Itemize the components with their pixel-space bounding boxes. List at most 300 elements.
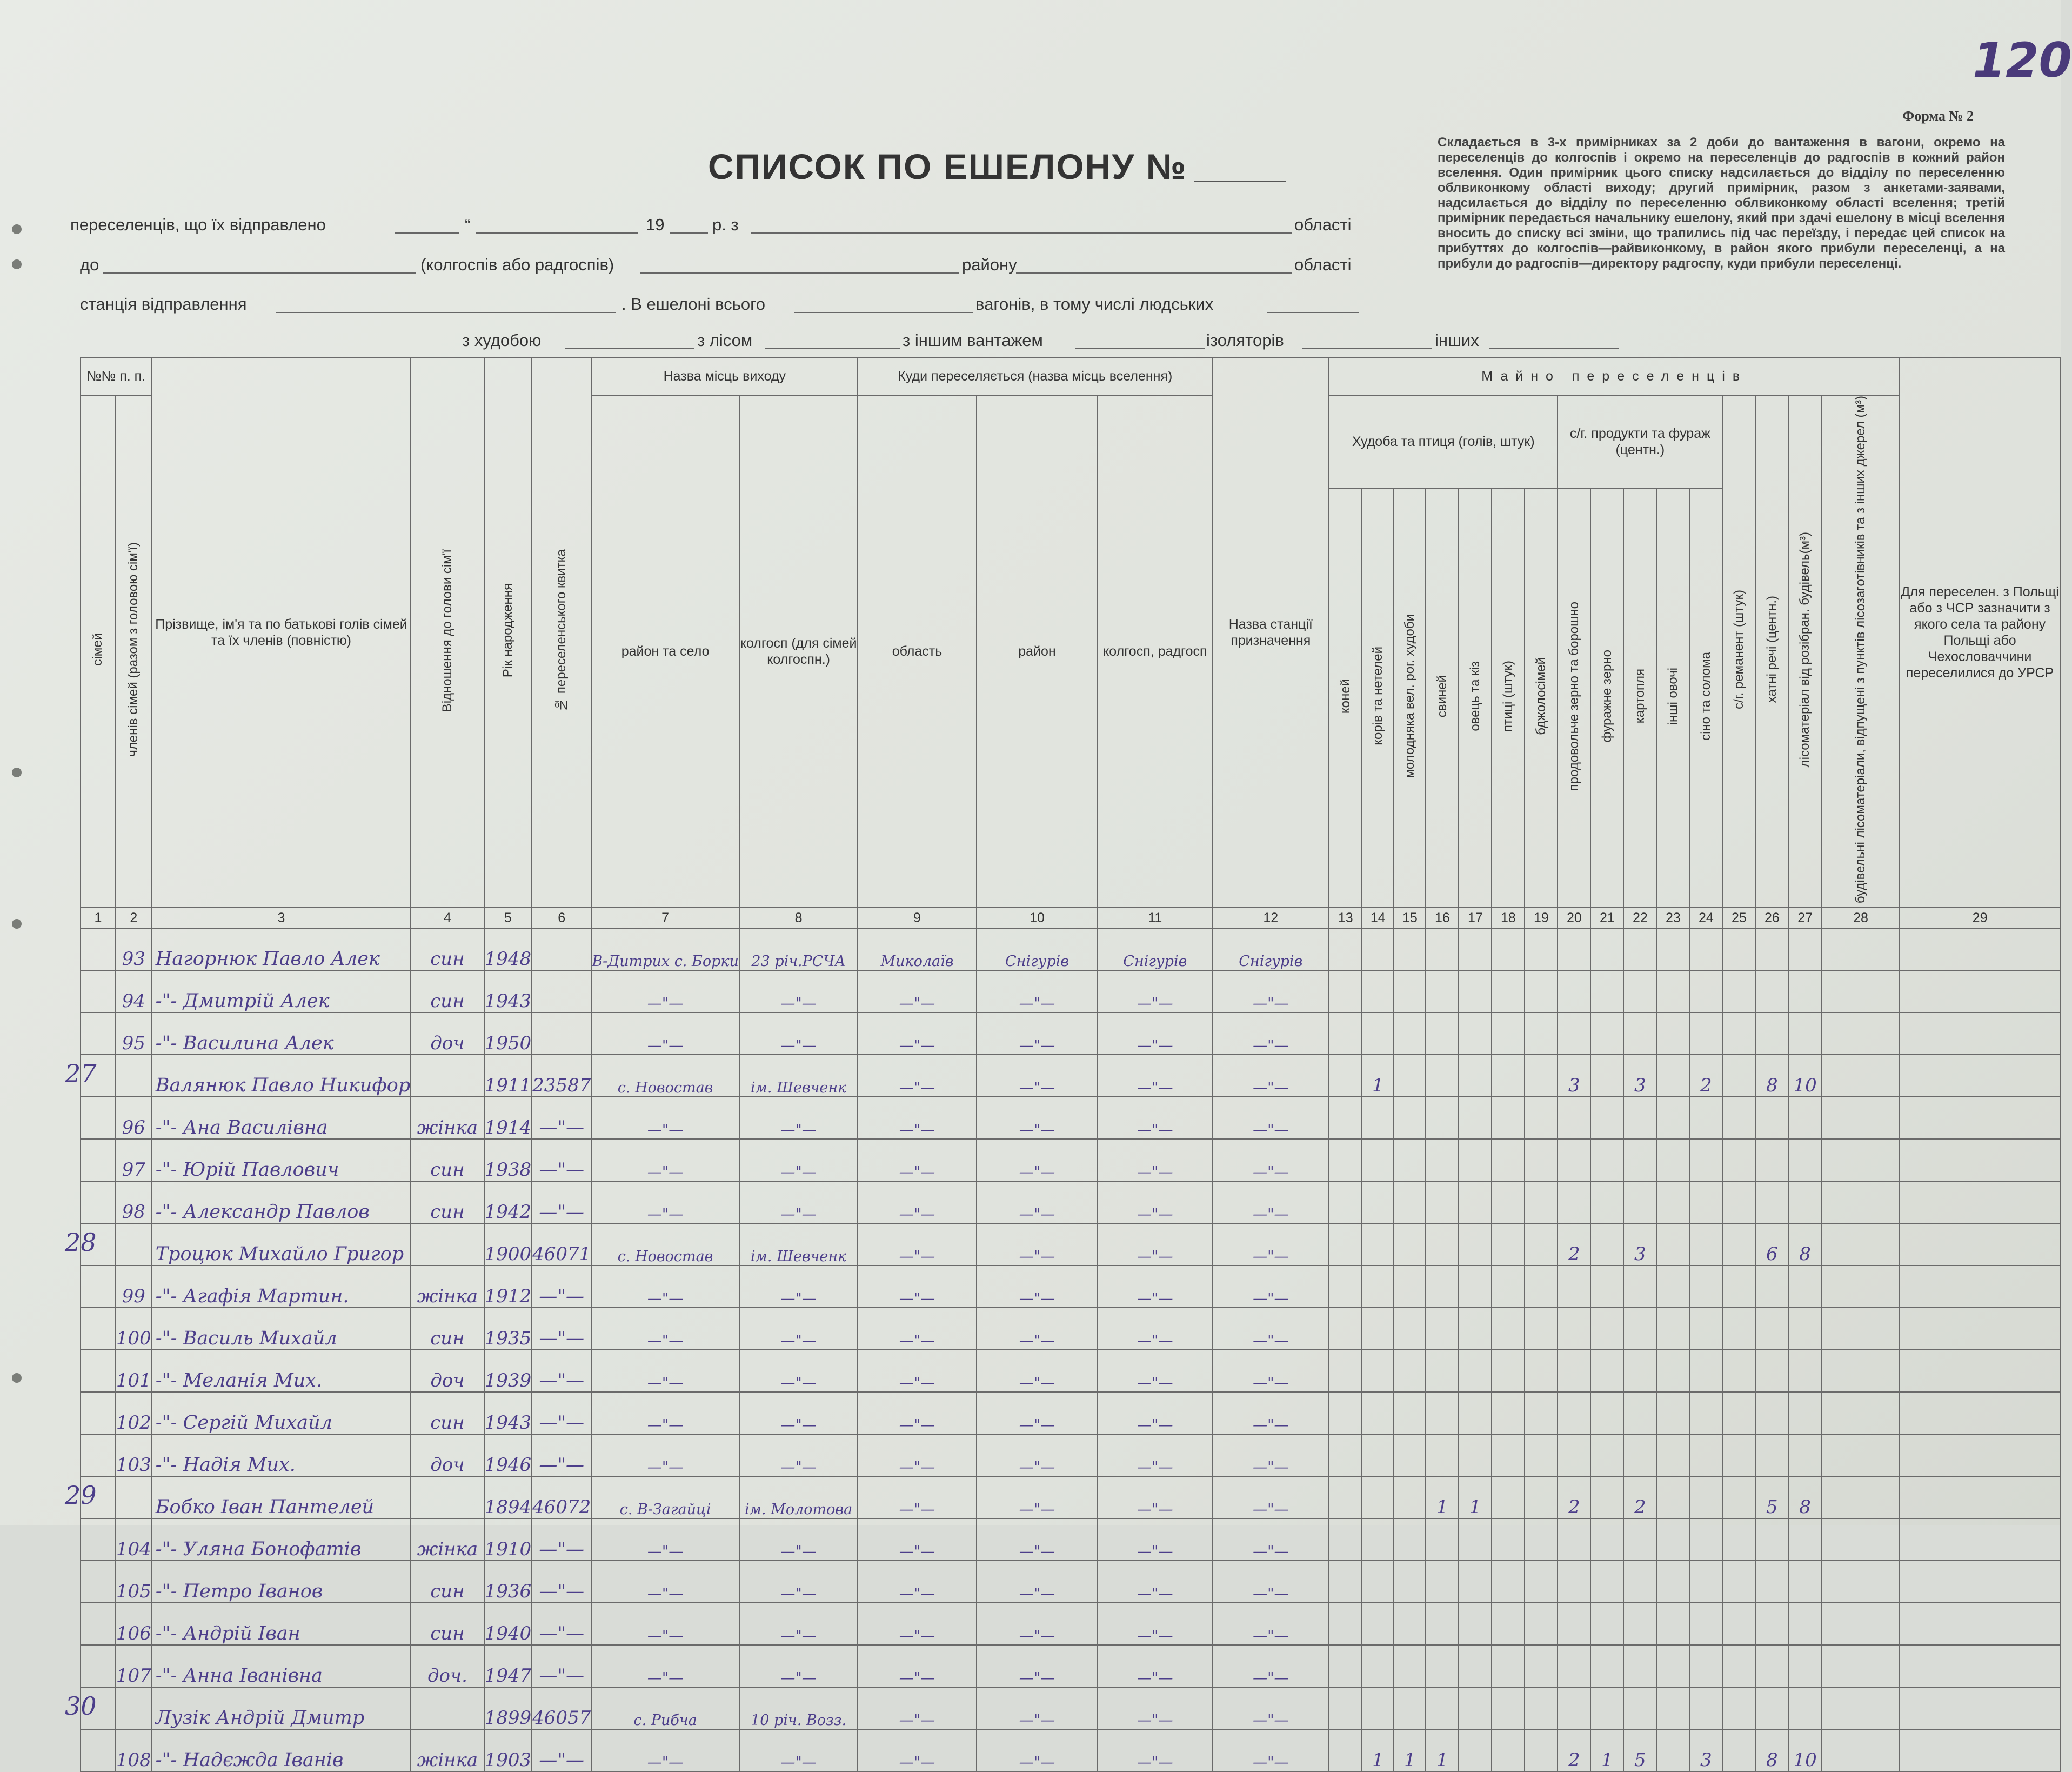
- cell-col-29: [1900, 1392, 2060, 1434]
- cell-col-27: [1788, 1139, 1821, 1181]
- table-row: [81, 1518, 2060, 1561]
- cell-col-19: [1525, 1434, 1558, 1476]
- cell-col-7: —"—: [591, 1097, 739, 1139]
- cell-col-1: [81, 1012, 116, 1055]
- cell-col-2: 106: [116, 1603, 152, 1645]
- cell-col-4: [411, 1687, 484, 1729]
- cell-col-24: [1689, 1392, 1722, 1434]
- cell-col-4: син: [411, 928, 484, 970]
- cell-col-9: —"—: [858, 1097, 976, 1139]
- cell-col-3: -"- Дмитрій Алек: [152, 970, 411, 1012]
- cell-col-11: Снігурів: [1098, 928, 1212, 970]
- cell-col-14: [1362, 1687, 1394, 1729]
- cell-col-8: 23 річ.РСЧА: [739, 928, 858, 970]
- cell-col-14: [1362, 1265, 1394, 1308]
- cell-col-10: —"—: [977, 1561, 1098, 1603]
- cell-col-12: —"—: [1212, 1308, 1329, 1350]
- cell-col-3: -"- Сергій Михайл: [152, 1392, 411, 1434]
- cell-col-7: —"—: [591, 1139, 739, 1181]
- col-header-potatoes: картопля: [1632, 669, 1647, 724]
- cell-col-19: [1525, 1139, 1558, 1181]
- col-header-products: с/г. продукти та фураж (центн.): [1558, 395, 1722, 489]
- cell-col-4: доч.: [411, 1645, 484, 1687]
- cell-col-20: [1558, 1097, 1590, 1139]
- cell-col-10: —"—: [977, 1729, 1098, 1771]
- col-number: 22: [1623, 908, 1656, 928]
- cell-col-17: [1459, 1350, 1492, 1392]
- cell-col-15: [1394, 1518, 1426, 1561]
- cell-col-3: -"- Юрій Павлович: [152, 1139, 411, 1181]
- cell-col-17: [1459, 1055, 1492, 1097]
- cell-col-13: [1329, 1476, 1362, 1518]
- col-header-raion-selo: район та село: [591, 395, 739, 908]
- family-number: 30: [65, 1691, 97, 1721]
- cell-col-2: 94: [116, 970, 152, 1012]
- cell-col-24: [1689, 1139, 1722, 1181]
- cell-col-27: [1788, 1645, 1821, 1687]
- cell-col-15: [1394, 1139, 1426, 1181]
- col-number: 29: [1900, 908, 2060, 928]
- cell-col-23: [1656, 1434, 1689, 1476]
- cell-col-5: 1939: [484, 1350, 532, 1392]
- cell-col-14: [1362, 1012, 1394, 1055]
- cell-col-11: —"—: [1098, 1434, 1212, 1476]
- cell-col-20: [1558, 1308, 1590, 1350]
- cell-col-27: [1788, 1518, 1821, 1561]
- punch-hole: [12, 224, 22, 234]
- cell-col-7: —"—: [591, 1012, 739, 1055]
- col-header-young-cattle: молодняка вел. рог. худоби: [1402, 614, 1417, 778]
- cell-col-26: [1755, 1561, 1788, 1603]
- cell-col-21: [1590, 1434, 1623, 1476]
- cell-col-17: 1: [1459, 1476, 1492, 1518]
- col-header-families: сімей: [90, 633, 105, 666]
- cell-col-14: [1362, 1181, 1394, 1223]
- cell-col-7: —"—: [591, 1181, 739, 1223]
- cell-col-28: [1822, 1603, 1900, 1645]
- cell-col-7: с. В-Загайці: [591, 1476, 739, 1518]
- cell-col-6: —"—: [532, 1518, 591, 1561]
- cell-col-4: син: [411, 1181, 484, 1223]
- col-number: 11: [1098, 908, 1212, 928]
- col-number: 3: [152, 908, 411, 928]
- cell-col-20: [1558, 1687, 1590, 1729]
- cell-col-22: 2: [1623, 1476, 1656, 1518]
- cell-col-12: —"—: [1212, 1434, 1329, 1476]
- cell-col-7: —"—: [591, 1265, 739, 1308]
- cell-col-3: -"- Ана Василівна: [152, 1097, 411, 1139]
- cell-col-8: —"—: [739, 1603, 858, 1645]
- family-number: 29: [65, 1481, 97, 1510]
- table-row: [81, 1350, 2060, 1392]
- cell-col-4: [411, 1223, 484, 1265]
- cell-col-27: [1788, 1561, 1821, 1603]
- cell-col-21: [1590, 1097, 1623, 1139]
- instructions-note: Складається в 3-х примірниках за 2 доби до вантаження в вагони, окремо на переселенців до колгоспів і окремо на переселенців до радгоспів в кожний район вселення. Один примірник цього списку надсилається до відділу по переселенню облвиконкому області виходу; другий примірник, разом з анкетами-заявами, надсилається до відділу по переселенню облвиконкому області вселення; третій примірник передається начальнику ешелону, який при здачі ешелону в місці вселення вносить до списку всі зміни, що трапились під час переїзду, і передає цей список на прибуттях до колгоспів—райвиконкому, в район якого прибули переселенці, а на прибули до радгоспів—директору радгоспу, куди прибули переселенці.: [1438, 135, 2005, 271]
- cell-col-12: —"—: [1212, 1603, 1329, 1645]
- cell-col-4: син: [411, 1603, 484, 1645]
- cell-col-12: —"—: [1212, 1729, 1329, 1771]
- cell-col-14: [1362, 928, 1394, 970]
- family-number: 27: [65, 1059, 97, 1089]
- cell-col-11: —"—: [1098, 1012, 1212, 1055]
- cell-col-17: [1459, 1139, 1492, 1181]
- cell-col-15: [1394, 970, 1426, 1012]
- cell-col-28: [1822, 1434, 1900, 1476]
- cell-col-20: 2: [1558, 1476, 1590, 1518]
- blank: [794, 312, 973, 313]
- cell-col-12: —"—: [1212, 1223, 1329, 1265]
- cell-col-23: [1656, 1012, 1689, 1055]
- cell-col-11: —"—: [1098, 1350, 1212, 1392]
- cell-col-25: [1722, 970, 1755, 1012]
- cell-col-21: [1590, 1223, 1623, 1265]
- cell-col-20: [1558, 928, 1590, 970]
- cell-col-28: [1822, 1265, 1900, 1308]
- cell-col-1: [81, 1729, 116, 1771]
- cell-col-14: [1362, 1645, 1394, 1687]
- cell-col-26: 5: [1755, 1476, 1788, 1518]
- cell-col-3: -"- Петро Іванов: [152, 1561, 411, 1603]
- cell-col-12: —"—: [1212, 1392, 1329, 1434]
- cell-col-24: [1689, 1308, 1722, 1350]
- cell-col-15: [1394, 1603, 1426, 1645]
- cell-col-27: [1788, 1181, 1821, 1223]
- cell-col-12: —"—: [1212, 1097, 1329, 1139]
- cell-col-14: [1362, 970, 1394, 1012]
- cell-col-10: —"—: [977, 1223, 1098, 1265]
- cell-col-24: 2: [1689, 1055, 1722, 1097]
- cell-col-29: [1900, 1308, 2060, 1350]
- cell-col-15: [1394, 1350, 1426, 1392]
- cell-col-15: [1394, 1308, 1426, 1350]
- col-header-bees: бджолосімей: [1533, 657, 1548, 735]
- cell-col-23: [1656, 1518, 1689, 1561]
- cell-col-6: —"—: [532, 1645, 591, 1687]
- cell-col-16: [1426, 1265, 1459, 1308]
- cell-col-2: 105: [116, 1561, 152, 1603]
- col-number: 9: [858, 908, 976, 928]
- col-header-relation: Відношення до голови сім'ї: [439, 549, 454, 712]
- cell-col-10: —"—: [977, 1434, 1098, 1476]
- cell-col-25: [1722, 1012, 1755, 1055]
- cell-col-25: [1722, 1350, 1755, 1392]
- cell-col-8: —"—: [739, 1265, 858, 1308]
- cell-col-22: 3: [1623, 1223, 1656, 1265]
- cell-col-6: —"—: [532, 1434, 591, 1476]
- cell-col-19: [1525, 1476, 1558, 1518]
- col-header-grain: продовольче зерно та борошно: [1566, 601, 1581, 791]
- cell-col-6: 23587: [532, 1055, 591, 1097]
- col-number: 2: [116, 908, 152, 928]
- cell-col-11: —"—: [1098, 1223, 1212, 1265]
- cell-col-22: [1623, 1308, 1656, 1350]
- table-row: [81, 928, 2060, 970]
- cell-col-8: —"—: [739, 1561, 858, 1603]
- cell-col-29: [1900, 970, 2060, 1012]
- cell-col-4: доч: [411, 1350, 484, 1392]
- cell-col-1: [81, 1097, 116, 1139]
- cell-col-13: [1329, 1687, 1362, 1729]
- cell-col-10: Снігурів: [977, 928, 1098, 970]
- cell-col-8: —"—: [739, 1729, 858, 1771]
- cell-col-19: [1525, 1308, 1558, 1350]
- cell-col-15: [1394, 928, 1426, 970]
- cell-col-16: [1426, 1012, 1459, 1055]
- cell-col-19: [1525, 1223, 1558, 1265]
- cell-col-23: [1656, 1729, 1689, 1771]
- cell-col-23: [1656, 928, 1689, 970]
- cell-col-18: [1492, 1139, 1525, 1181]
- cell-col-2: 95: [116, 1012, 152, 1055]
- cell-col-4: жінка: [411, 1097, 484, 1139]
- cell-col-8: —"—: [739, 1012, 858, 1055]
- cell-col-7: —"—: [591, 1645, 739, 1687]
- cell-col-4: доч: [411, 1012, 484, 1055]
- cell-col-19: [1525, 970, 1558, 1012]
- cell-col-6: —"—: [532, 1265, 591, 1308]
- cell-col-21: [1590, 1645, 1623, 1687]
- cell-col-13: [1329, 1561, 1362, 1603]
- cell-col-4: [411, 1476, 484, 1518]
- col-header-sheep: овець та кіз: [1467, 661, 1482, 731]
- col-header-members: членів сімей (разом з головою сім'ї): [126, 542, 141, 757]
- table-row: [81, 1729, 2060, 1771]
- cell-col-9: —"—: [858, 1518, 976, 1561]
- cell-col-6: —"—: [532, 1139, 591, 1181]
- cell-col-9: —"—: [858, 1181, 976, 1223]
- cell-col-22: [1623, 1139, 1656, 1181]
- cell-col-13: [1329, 1645, 1362, 1687]
- cell-col-22: [1623, 1181, 1656, 1223]
- col-number: 1: [81, 908, 116, 928]
- cell-col-26: [1755, 970, 1788, 1012]
- cell-col-25: [1722, 1055, 1755, 1097]
- cell-col-27: [1788, 1012, 1821, 1055]
- cell-col-21: [1590, 1139, 1623, 1181]
- cell-col-2: [116, 1476, 152, 1518]
- cell-col-6: 46071: [532, 1223, 591, 1265]
- cell-col-2: 96: [116, 1097, 152, 1139]
- cell-col-18: [1492, 1603, 1525, 1645]
- cell-col-5: 1910: [484, 1518, 532, 1561]
- table-row: [81, 1223, 2060, 1265]
- cell-col-20: [1558, 1434, 1590, 1476]
- cell-col-11: —"—: [1098, 1729, 1212, 1771]
- col-header-raion: район: [977, 395, 1098, 908]
- cell-col-4: доч: [411, 1434, 484, 1476]
- cell-col-18: [1492, 1518, 1525, 1561]
- blank: [640, 272, 959, 274]
- cell-col-21: [1590, 1561, 1623, 1603]
- cell-col-3: Нагорнюк Павло Алек: [152, 928, 411, 970]
- col-header-cows: корів та нетелей: [1370, 647, 1385, 746]
- cell-col-2: 99: [116, 1265, 152, 1308]
- line1-label: переселенців, що їх відправлено: [70, 215, 326, 234]
- col-header-oblast: область: [858, 395, 976, 908]
- cell-col-19: [1525, 1055, 1558, 1097]
- cell-col-11: —"—: [1098, 1181, 1212, 1223]
- cell-col-3: Валянюк Павло Никифор: [152, 1055, 411, 1097]
- cell-col-28: [1822, 1097, 1900, 1139]
- cell-col-25: [1722, 1434, 1755, 1476]
- cell-col-19: [1525, 1392, 1558, 1434]
- cell-col-13: [1329, 1350, 1362, 1392]
- cell-col-15: [1394, 1181, 1426, 1223]
- kolkhoz-label: (колгоспів або радгоспів): [420, 255, 614, 274]
- cell-col-22: [1623, 1265, 1656, 1308]
- oblast-label-2: області: [1294, 255, 1352, 274]
- cell-col-3: -"- Агафія Мартин.: [152, 1265, 411, 1308]
- cell-col-25: [1722, 1561, 1755, 1603]
- cell-col-12: —"—: [1212, 1476, 1329, 1518]
- cell-col-7: с. Рибча: [591, 1687, 739, 1729]
- cell-col-29: [1900, 1265, 2060, 1308]
- col-header-destination: Куди переселяється (назва місць вселення): [858, 357, 1212, 395]
- cell-col-6: —"—: [532, 1603, 591, 1645]
- cell-col-3: Бобко Іван Пантелей: [152, 1476, 411, 1518]
- cell-col-29: [1900, 1139, 2060, 1181]
- cell-col-9: —"—: [858, 1645, 976, 1687]
- col-header-implements: с/г. реманент (штук): [1731, 590, 1746, 709]
- cell-col-14: 1: [1362, 1729, 1394, 1771]
- table-row: [81, 1561, 2060, 1603]
- col-number: 15: [1394, 908, 1426, 928]
- cell-col-9: —"—: [858, 1434, 976, 1476]
- cell-col-2: 107: [116, 1645, 152, 1687]
- cell-col-25: [1722, 1097, 1755, 1139]
- cell-col-19: [1525, 1097, 1558, 1139]
- cell-col-15: [1394, 1055, 1426, 1097]
- cell-col-24: [1689, 1350, 1722, 1392]
- blank: [670, 232, 708, 234]
- cell-col-1: [81, 1139, 116, 1181]
- cell-col-1: [81, 1645, 116, 1687]
- cell-col-27: [1788, 1265, 1821, 1308]
- to-label: до: [80, 255, 99, 274]
- cell-col-8: —"—: [739, 1350, 858, 1392]
- cell-col-5: 1947: [484, 1645, 532, 1687]
- cell-col-20: [1558, 1645, 1590, 1687]
- cell-col-15: 1: [1394, 1729, 1426, 1771]
- table-row: [81, 1308, 2060, 1350]
- col-number: 5: [484, 908, 532, 928]
- title-blank: [1194, 181, 1286, 182]
- raion-label: району: [962, 255, 1017, 274]
- cell-col-2: 101: [116, 1350, 152, 1392]
- cell-col-1: [81, 970, 116, 1012]
- cell-col-9: —"—: [858, 1350, 976, 1392]
- cell-col-24: [1689, 1603, 1722, 1645]
- cell-col-10: —"—: [977, 1645, 1098, 1687]
- cell-col-21: [1590, 928, 1623, 970]
- cell-col-29: [1900, 1729, 2060, 1771]
- cell-col-27: 8: [1788, 1476, 1821, 1518]
- cell-col-16: [1426, 1392, 1459, 1434]
- cell-col-11: —"—: [1098, 1603, 1212, 1645]
- cell-col-5: 1900: [484, 1223, 532, 1265]
- cell-col-29: [1900, 1350, 2060, 1392]
- cell-col-14: [1362, 1518, 1394, 1561]
- cell-col-15: [1394, 1392, 1426, 1434]
- cell-col-28: [1822, 1476, 1900, 1518]
- cell-col-17: [1459, 1223, 1492, 1265]
- cell-col-18: [1492, 1181, 1525, 1223]
- cell-col-16: [1426, 928, 1459, 970]
- cell-col-14: [1362, 1223, 1394, 1265]
- cell-col-27: [1788, 1350, 1821, 1392]
- cell-col-26: [1755, 928, 1788, 970]
- cell-col-1: [81, 1518, 116, 1561]
- cell-col-7: —"—: [591, 1518, 739, 1561]
- cell-col-20: [1558, 970, 1590, 1012]
- cell-col-27: 8: [1788, 1223, 1821, 1265]
- cell-col-24: [1689, 928, 1722, 970]
- echelon-table: [80, 357, 2061, 1772]
- blank: [1302, 348, 1432, 349]
- cell-col-3: -"- Надєжда Іванів: [152, 1729, 411, 1771]
- cell-col-28: [1822, 1012, 1900, 1055]
- col-number: 23: [1656, 908, 1689, 928]
- cell-col-26: [1755, 1097, 1788, 1139]
- cell-col-19: [1525, 1518, 1558, 1561]
- table-row: [81, 1012, 2060, 1055]
- blank: [395, 232, 459, 234]
- table-row: [81, 1055, 2060, 1097]
- cell-col-24: [1689, 1518, 1722, 1561]
- cell-col-21: [1590, 1392, 1623, 1434]
- cell-col-3: -"- Василина Алек: [152, 1012, 411, 1055]
- cell-col-29: [1900, 1561, 2060, 1603]
- cell-col-10: —"—: [977, 1603, 1098, 1645]
- cell-col-29: [1900, 1055, 2060, 1097]
- cell-col-11: —"—: [1098, 1476, 1212, 1518]
- cell-col-18: [1492, 1392, 1525, 1434]
- cell-col-24: [1689, 1561, 1722, 1603]
- cell-col-18: [1492, 1223, 1525, 1265]
- cell-col-28: [1822, 1350, 1900, 1392]
- blank: [765, 348, 900, 349]
- cell-col-9: —"—: [858, 1139, 976, 1181]
- cell-col-13: [1329, 1097, 1362, 1139]
- cell-col-12: —"—: [1212, 1645, 1329, 1687]
- cell-col-7: В-Дитрих с. Борки: [591, 928, 739, 970]
- cell-col-26: 8: [1755, 1729, 1788, 1771]
- cell-col-23: [1656, 1265, 1689, 1308]
- cell-col-10: —"—: [977, 970, 1098, 1012]
- col-number: 12: [1212, 908, 1329, 928]
- cell-col-16: [1426, 1055, 1459, 1097]
- cell-col-9: —"—: [858, 1012, 976, 1055]
- cell-col-18: [1492, 1265, 1525, 1308]
- cell-col-12: —"—: [1212, 1518, 1329, 1561]
- cell-col-26: [1755, 1434, 1788, 1476]
- cell-col-15: [1394, 1561, 1426, 1603]
- col-header-livestock: Худоба та птиця (голів, штук): [1329, 395, 1558, 489]
- cell-col-13: [1329, 1392, 1362, 1434]
- cell-col-27: [1788, 1434, 1821, 1476]
- cell-col-15: [1394, 1476, 1426, 1518]
- cell-col-23: [1656, 970, 1689, 1012]
- cell-col-22: 5: [1623, 1729, 1656, 1771]
- cell-col-27: [1788, 1392, 1821, 1434]
- cell-col-1: [81, 1434, 116, 1476]
- station-label: станція відправлення: [80, 295, 247, 314]
- col-number: 17: [1459, 908, 1492, 928]
- document-title: СПИСОК ПО ЕШЕЛОНУ №: [708, 146, 1187, 186]
- col-number: 6: [532, 908, 591, 928]
- cell-col-18: [1492, 928, 1525, 970]
